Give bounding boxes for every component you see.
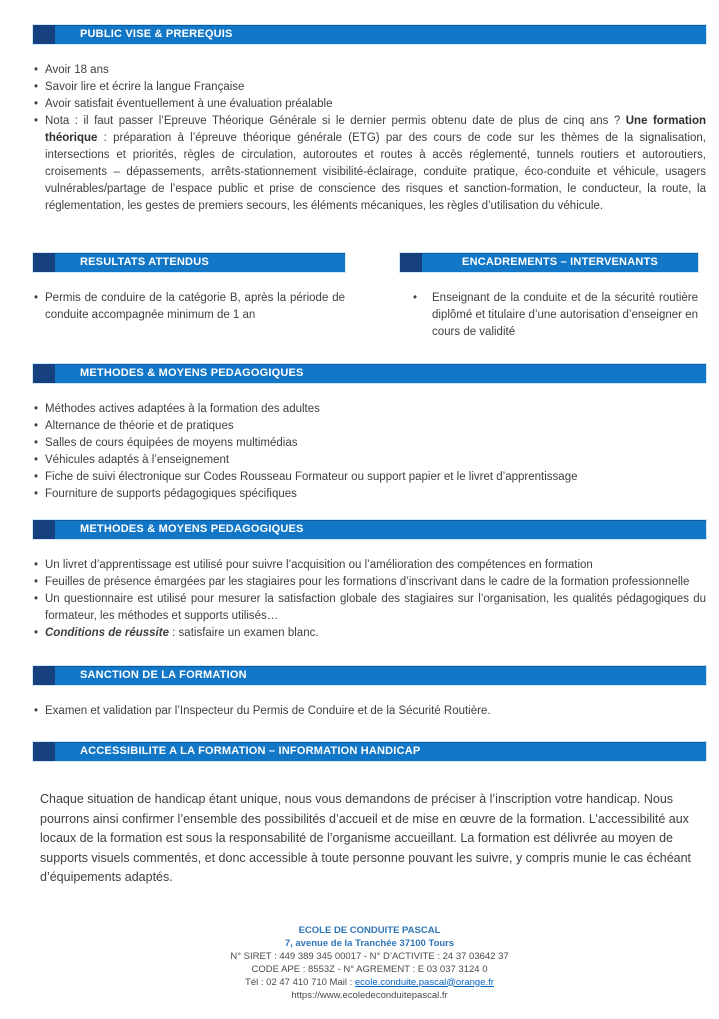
section-header-methodes-2 — [33, 520, 706, 539]
nota-text-bold: Une formation théorique — [45, 115, 706, 144]
list-item-nota — [33, 113, 706, 215]
footer-website: https://www.ecoledeconduitepascal.fr — [291, 989, 448, 1001]
public-prerequis-list — [33, 62, 706, 215]
header-accent-block — [33, 666, 55, 685]
footer-email-link[interactable]: ecole.conduite.pascal@orange.fr — [354, 976, 494, 988]
list-item: • Méthodes actives adaptées à la formation des adultes — [33, 401, 706, 418]
section-title-public-vise: PUBLIC VISE & PREREQUIS — [80, 28, 233, 40]
section-header-encadrements — [400, 253, 698, 272]
section-title-sanction: SANCTION DE LA FORMATION — [80, 669, 247, 681]
conditions-italic-text: Conditions de réussite — [45, 627, 169, 639]
methodes-2-list — [33, 557, 706, 642]
resultats-list — [33, 290, 345, 324]
list-item: • Véhicules adaptés à l’enseignement — [33, 452, 706, 469]
two-column-band — [33, 253, 706, 341]
header-accent-block — [33, 364, 55, 383]
resultats-column — [33, 253, 345, 341]
header-accent-block — [33, 253, 55, 272]
footer-tel-line — [33, 976, 706, 989]
list-item: • Permis de conduire de la catégorie B, après la période de conduite accompagnée minimum de 1 an — [33, 290, 345, 324]
section-header-sanction — [33, 666, 706, 685]
section-header-resultats — [33, 253, 345, 272]
section-header-accessibilite — [33, 742, 706, 761]
section-header-methodes-1 — [33, 364, 706, 383]
list-item: • Fourniture de supports pédagogiques spécifiques — [33, 486, 706, 503]
list-item: • Avoir 18 ans — [33, 62, 706, 79]
encadrements-column — [400, 253, 698, 341]
footer-block — [33, 924, 706, 1002]
footer-siret-line: N° SIRET : 449 389 345 00017 - N° D’ACTIVITE : 24 37 03642 37 — [230, 950, 509, 962]
list-item: • Feuilles de présence émargées par les stagiaires pour les formations d’inscrivant dans le cadre de la formation professionnelle — [33, 574, 706, 591]
section-title-methodes-1: METHODES & MOYENS PEDAGOGIQUES — [80, 367, 304, 379]
list-item: • Savoir lire et écrire la langue Française — [33, 79, 706, 96]
encadrements-list — [400, 290, 698, 341]
footer-company-name: ECOLE DE CONDUITE PASCAL — [298, 924, 441, 936]
list-item-conditions — [33, 625, 706, 642]
list-item: • Salles de cours équipées de moyens multimédias — [33, 435, 706, 452]
header-accent-block — [33, 25, 55, 44]
footer-address: 7, avenue de la Tranchée 37100 Tours — [284, 937, 455, 949]
accessibilite-paragraph: Chaque situation de handicap étant unique, nous vous demandons de préciser à l’inscription votre handicap. Nous pourrons ainsi confirmer l’ensemble des possibilités d’accueil et de mise en œuvre de la formation. L’accessibilité aux locaux de la formation est sous la responsabilité de l’organisme accueillant. La formation est délivrée au moyen de supports visuels commentés, et donc accessible à toute personne pouvant les suivre, y compris munie le cas échéant d’équipements adaptés. — [40, 792, 692, 884]
nota-text-regular: Nota : il faut passer l’Epreuve Théorique Générale si le dernier permis obtenu date de plus de cinq ans ? — [45, 115, 626, 127]
list-item: • Avoir satisfait éventuellement à une évaluation préalable — [33, 96, 706, 113]
nota-text-continuation: : préparation à l’épreuve théorique générale (ETG) par des cours de code sur les thèmes de la signalisation, intersections et priorités, règles de circulation, autoroutes et routes à accès réglementé, tunnels routiers et autoroutiers, croisements – dépassements, arrêts-stationnement visibilité-éclairage, conduite pratique, éco-conduite et véhicule, usagers vulnérables/partage de l’espace public et prise de conscience des risques et sanction-formation, le conducteur, la route, la réglementation, les gestes de premiers secours, les éléments mécaniques, les règles d’utilisation du véhicule. — [45, 132, 706, 212]
methodes-1-list — [33, 401, 706, 503]
footer-tel-label: Tél : 02 47 410 710 Mail : — [245, 976, 355, 988]
section-title-accessibilite: ACCESSIBILITE A LA FORMATION – INFORMATION HANDICAP — [80, 745, 421, 757]
header-accent-block — [400, 253, 422, 272]
list-item: • Fiche de suivi électronique sur Codes Rousseau Formateur ou support papier et le livret d’apprentissage — [33, 469, 706, 486]
list-item: • Alternance de théorie et de pratiques — [33, 418, 706, 435]
section-title-resultats: RESULTATS ATTENDUS — [80, 256, 209, 268]
list-item: • Enseignant de la conduite et de la sécurité routière diplômé et titulaire d’une autorisation d’enseigner en cours de validité — [400, 290, 698, 341]
section-title-encadrements: ENCADREMENTS – INTERVENANTS — [462, 256, 658, 268]
section-title-methodes-2: METHODES & MOYENS PEDAGOGIQUES — [80, 523, 304, 535]
conditions-regular-text: : satisfaire un examen blanc. — [168, 627, 319, 639]
sanction-list — [33, 703, 706, 720]
header-accent-block — [33, 742, 55, 761]
list-item: • Un questionnaire est utilisé pour mesurer la satisfaction globale des stagiaires sur l’organisation, les qualités pédagogiques du formateur, les méthodes et supports utilisés… — [33, 591, 706, 625]
footer-ape-line: CODE APE : 8553Z - N° AGREMENT : E 03 037 3124 0 — [251, 963, 488, 975]
list-item: • Un livret d’apprentissage est utilisé pour suivre l’acquisition ou l’amélioration des compétences en formation — [33, 557, 706, 574]
list-item: • Examen et validation par l’Inspecteur du Permis de Conduire et de la Sécurité Routière. — [33, 703, 706, 720]
section-header-public-vise — [33, 25, 706, 44]
header-accent-block — [33, 520, 55, 539]
